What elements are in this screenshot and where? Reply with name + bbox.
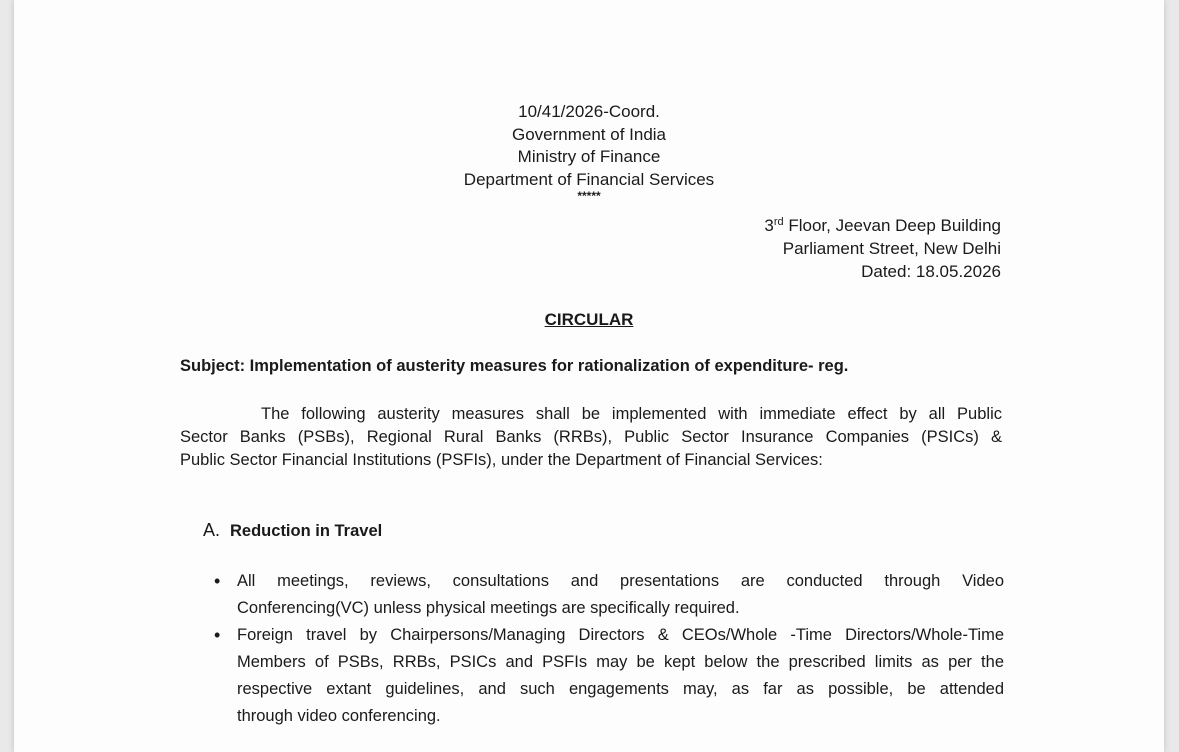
bullet-line: Conferencing(VC) unless physical meetings are specifically required. bbox=[237, 599, 740, 617]
bullet-line: Members of PSBs, RRBs, PSICs and PSFIs may be kept below the prescribed limits as per the bbox=[237, 653, 1004, 671]
section-a-heading bbox=[203, 520, 382, 541]
bullet-line: through video conferencing. bbox=[237, 707, 441, 725]
bullet-icon: • bbox=[214, 571, 221, 591]
floor-suffix: rd bbox=[773, 216, 784, 228]
bullet-icon: • bbox=[214, 625, 221, 645]
circular-date: Dated: 18.05.2026 bbox=[861, 262, 1001, 281]
section-a-bullets bbox=[212, 568, 1004, 730]
floor-number: 3 bbox=[764, 216, 774, 235]
section-title: Reduction in Travel bbox=[230, 522, 383, 540]
floor-building: Floor, Jeevan Deep Building bbox=[783, 216, 1001, 235]
subject-line: Subject: Implementation of austerity measures for rationalization of expenditure- reg. bbox=[180, 357, 849, 375]
ministry-name: Ministry of Finance bbox=[517, 147, 661, 166]
intro-paragraph bbox=[180, 403, 1002, 472]
intro-line-1: The following austerity measures shall be implemented with immediate effect by all Public bbox=[261, 405, 1002, 423]
intro-line-2: Sector Banks (PSBs), Regional Rural Banks (RRBs), Public Sector Insurance Companies (PSICs) & bbox=[180, 428, 1002, 446]
list-item bbox=[212, 622, 1004, 730]
office-address bbox=[764, 214, 1001, 283]
government-name: Government of India bbox=[511, 124, 667, 144]
letterhead bbox=[14, 101, 1164, 201]
list-item bbox=[212, 568, 1004, 622]
reference-number: 10/41/2026-Coord. bbox=[518, 102, 660, 121]
document-page bbox=[14, 0, 1164, 752]
header-separator: ***** bbox=[577, 189, 601, 203]
section-letter: A. bbox=[203, 520, 221, 540]
intro-line-3: Public Sector Financial Institutions (PSFIs), under the Department of Financial Services: bbox=[180, 451, 823, 469]
department-name: Department of Financial Services bbox=[463, 169, 715, 189]
bullet-line: respective extant guidelines, and such engagements may, as far as possible, be attended bbox=[237, 680, 1004, 698]
document-title: CIRCULAR bbox=[544, 310, 634, 329]
address-floor bbox=[764, 214, 1001, 237]
address-street: Parliament Street, New Delhi bbox=[782, 239, 1001, 258]
bullet-line: Foreign travel by Chairpersons/Managing Directors & CEOs/Whole -Time Directors/Whole-Time bbox=[237, 626, 1004, 644]
bullet-line: All meetings, reviews, consultations and presentations are conducted through Video bbox=[237, 572, 1004, 590]
